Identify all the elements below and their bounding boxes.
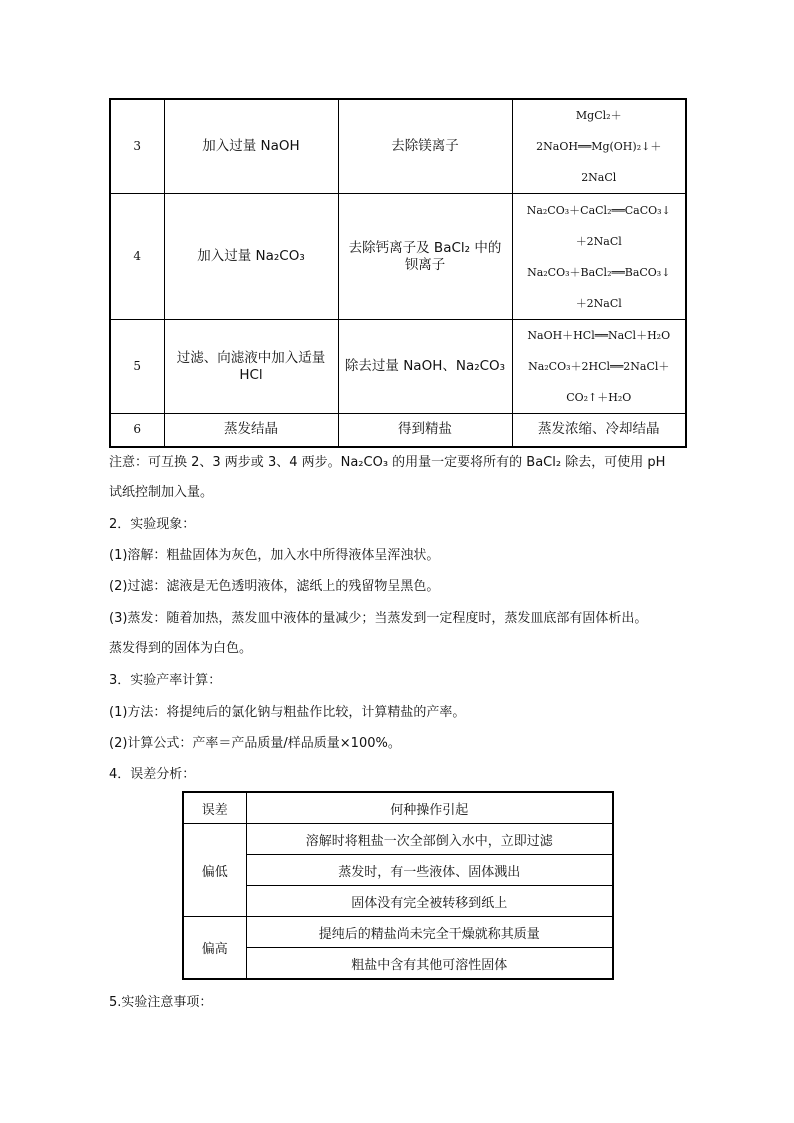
equation-line: Na₂CO₃＋BaCl₂══BaCO₃↓ [527,265,671,279]
operation-cell: 蒸发结晶 [164,414,338,447]
paragraph: (3)蒸发：随着加热，蒸发皿中液体的量减少；当蒸发到一定程度时，蒸发皿底部有固体析出。 [109,611,648,626]
cause-cell: 提纯后的精盐尚未完全干燥就称其质量 [246,917,613,948]
operation-cell: 加入过量 Na₂CO₃ [164,194,338,320]
paragraph: (1)溶解：粗盐固体为灰色，加入水中所得液体呈浑浊状。 [109,548,440,563]
operation-line: 过滤、向滤液中加入适量 [176,349,326,366]
header-cause: 何种操作引起 [246,792,613,824]
cause-cell: 蒸发时，有一些液体、固体溅出 [246,855,613,886]
step-number: 6 [110,414,164,447]
table-row [183,886,613,917]
equation-line: NaOH＋HCl══NaCl＋H₂O [527,329,671,342]
error-low-label: 偏低 [183,824,246,917]
table-row [110,99,686,194]
equation-line: ＋2NaCl [575,296,622,310]
section-heading: 2．实验现象： [109,517,196,532]
purpose-cell: 除去过量 NaOH、Na₂CO₃ [338,320,512,414]
equation-line: 2NaCl [581,171,617,184]
purpose-line: 去除钙离子及 BaCl₂ 中的 [348,239,502,256]
purification-steps-table [109,98,687,448]
table-row [183,917,613,948]
note-line: 试纸控制加入量。 [109,485,214,500]
cause-cell: 溶解时将粗盐一次全部倒入水中，立即过滤 [246,824,613,855]
table-row [110,414,686,447]
section-heading: 4．误差分析： [109,767,196,782]
error-high-label: 偏高 [183,917,246,980]
equation-cell [512,194,686,320]
section-heading: 5.实验注意事项： [109,995,213,1010]
equation-line: CO₂↑＋H₂O [566,391,632,404]
step-number: 3 [110,99,164,194]
table-row [183,948,613,980]
table-row [110,194,686,320]
equation-line: ＋2NaCl [575,234,622,248]
equation-line: MgCl₂＋ [575,109,622,122]
paragraph: (1)方法：将提纯后的氯化钠与粗盐作比较，计算精盐的产率。 [109,705,466,720]
operation-line: HCl [239,366,263,383]
paragraph: (2)过滤：滤液是无色透明液体，滤纸上的残留物呈黑色。 [109,579,440,594]
equation-cell [512,320,686,414]
cause-cell: 固体没有完全被转移到纸上 [246,886,613,917]
purpose-cell: 得到精盐 [338,414,512,447]
note-line: 注意：可互换 2、3 两步或 3、4 两步。Na₂CO₃ 的用量一定要将所有的 BaCl₂ 除去，可使用 pH [109,455,666,470]
purpose-cell: 去除镁离子 [338,99,512,194]
equation-cell: 蒸发浓缩、冷却结晶 [512,414,686,447]
header-error: 误差 [183,792,246,824]
purpose-line: 钡离子 [404,256,446,273]
paragraph: 蒸发得到的固体为白色。 [109,641,253,656]
equation-line: 2NaOH══Mg(OH)₂↓＋ [536,140,662,153]
equation-cell [512,99,686,194]
operation-cell [164,320,338,414]
cause-cell: 粗盐中含有其他可溶性固体 [246,948,613,980]
error-analysis-table [182,791,614,980]
table-row [183,855,613,886]
table-header-row [183,792,613,824]
equation-line: Na₂CO₃＋2HCl══2NaCl＋ [528,360,670,373]
operation-cell: 加入过量 NaOH [164,99,338,194]
step-number: 5 [110,320,164,414]
paragraph: (2)计算公式：产率＝产品质量/样品质量×100%。 [109,736,401,751]
equation-line: Na₂CO₃＋CaCl₂══CaCO₃↓ [526,203,671,217]
table-row [183,824,613,855]
step-number: 4 [110,194,164,320]
section-heading: 3．实验产率计算： [109,673,222,688]
table-row [110,320,686,414]
purpose-cell [338,194,512,320]
